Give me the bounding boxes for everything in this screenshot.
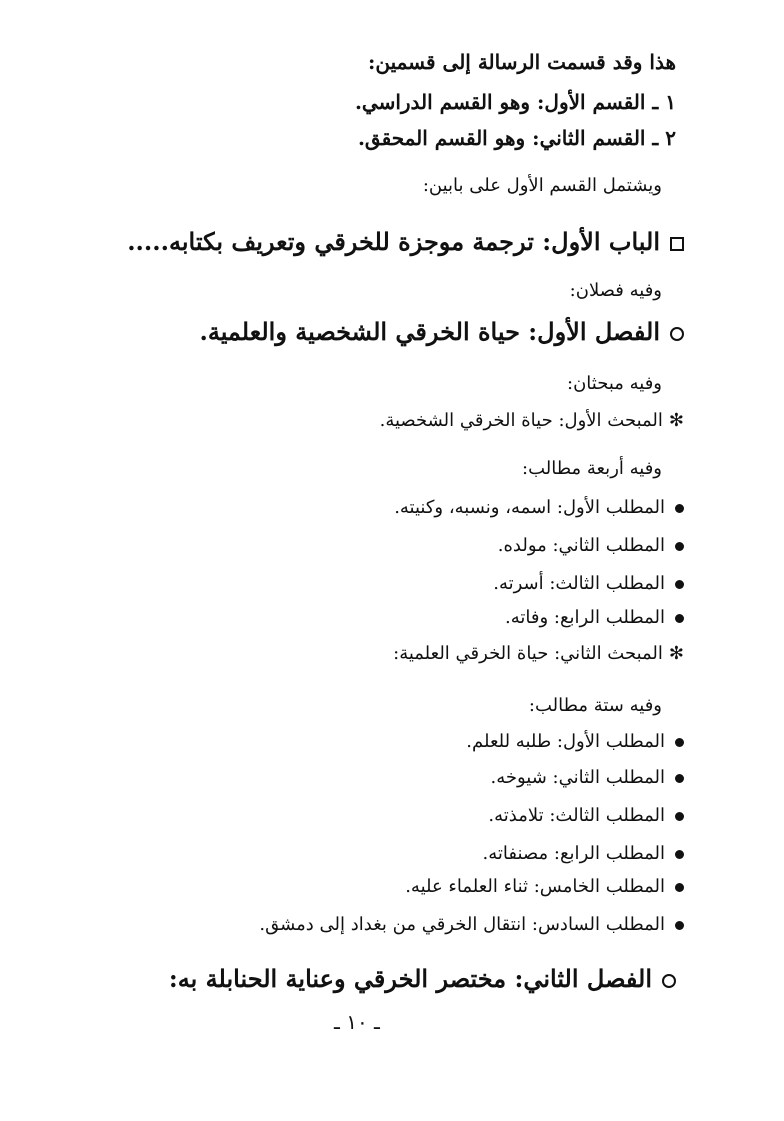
section-two-text: الفصل الثاني: مختصر الخرقي وعناية الحنابلة به:: [168, 964, 652, 993]
topic-two-heading: [393, 643, 684, 665]
chapter-one-contains: وفيه فصلان:: [569, 280, 662, 301]
bullet-icon: [675, 542, 684, 551]
list-item-text: المطلب الثاني: شيوخه.: [490, 767, 665, 788]
chapter-one-heading: [127, 228, 684, 257]
bullet-icon: [675, 921, 684, 930]
bullet-icon: [675, 812, 684, 821]
part-one-contains: ويشتمل القسم الأول على بابين:: [422, 175, 662, 196]
list-item: [493, 573, 684, 595]
topic-two-text: المبحث الثاني: حياة الخرقي العلمية:: [393, 643, 663, 664]
chapter-one-text: الباب الأول: ترجمة موجزة للخرقي وتعريف بكتابه.....: [127, 227, 660, 256]
intro-line: هذا وقد قسمت الرسالة إلى قسمين:: [367, 50, 676, 74]
list-item: [505, 607, 684, 629]
bullet-icon: [675, 580, 684, 589]
list-item: [498, 535, 684, 557]
part-one-line: ١ ـ القسم الأول: وهو القسم الدراسي.: [354, 90, 676, 114]
list-item-text: المطلب الأول: اسمه، ونسبه، وكنيته.: [394, 497, 665, 518]
list-item: [488, 805, 684, 827]
list-item-text: المطلب الرابع: وفاته.: [505, 607, 665, 628]
list-item: [490, 767, 684, 789]
topic-one-heading: [380, 410, 684, 432]
bullet-icon: [675, 614, 684, 623]
list-item-text: المطلب الرابع: مصنفاته.: [482, 843, 665, 864]
bullet-icon: [675, 504, 684, 513]
bullet-icon: [675, 850, 684, 859]
section-one-text: الفصل الأول: حياة الخرقي الشخصية والعلمية.: [199, 317, 660, 346]
part-two-line: ٢ ـ القسم الثاني: وهو القسم المحقق.: [357, 126, 676, 150]
page-number: ـ ١٠ ـ: [334, 1010, 380, 1034]
list-item: [466, 731, 684, 753]
square-icon: [670, 237, 684, 251]
list-item-text: المطلب الثاني: مولده.: [497, 535, 665, 556]
topic-two-contains: وفيه ستة مطالب:: [528, 695, 662, 716]
bullet-icon: [675, 738, 684, 747]
section-one-heading: [199, 318, 684, 347]
asterisk-icon: ✻: [668, 410, 684, 431]
list-item: [405, 876, 684, 898]
bullet-icon: [675, 883, 684, 892]
section-one-contains: وفيه مبحثان:: [567, 373, 662, 394]
section-two-heading: [169, 965, 676, 994]
list-item-text: المطلب الثالث: تلامذته.: [488, 805, 665, 826]
topic-one-text: المبحث الأول: حياة الخرقي الشخصية.: [379, 410, 663, 431]
bullet-icon: [675, 774, 684, 783]
list-item: [259, 914, 684, 936]
list-item-text: المطلب الثالث: أسرته.: [493, 573, 665, 594]
list-item: [394, 497, 684, 519]
topic-one-contains: وفيه أربعة مطالب:: [522, 458, 662, 479]
list-item: [483, 843, 684, 865]
list-item-text: المطلب الأول: طلبه للعلم.: [466, 731, 665, 752]
circle-icon: [670, 327, 684, 341]
circle-icon: [662, 974, 676, 988]
list-item-text: المطلب السادس: انتقال الخرقي من بغداد إلى دمشق.: [259, 914, 665, 935]
list-item-text: المطلب الخامس: ثناء العلماء عليه.: [405, 876, 665, 897]
asterisk-icon: ✻: [668, 643, 684, 664]
